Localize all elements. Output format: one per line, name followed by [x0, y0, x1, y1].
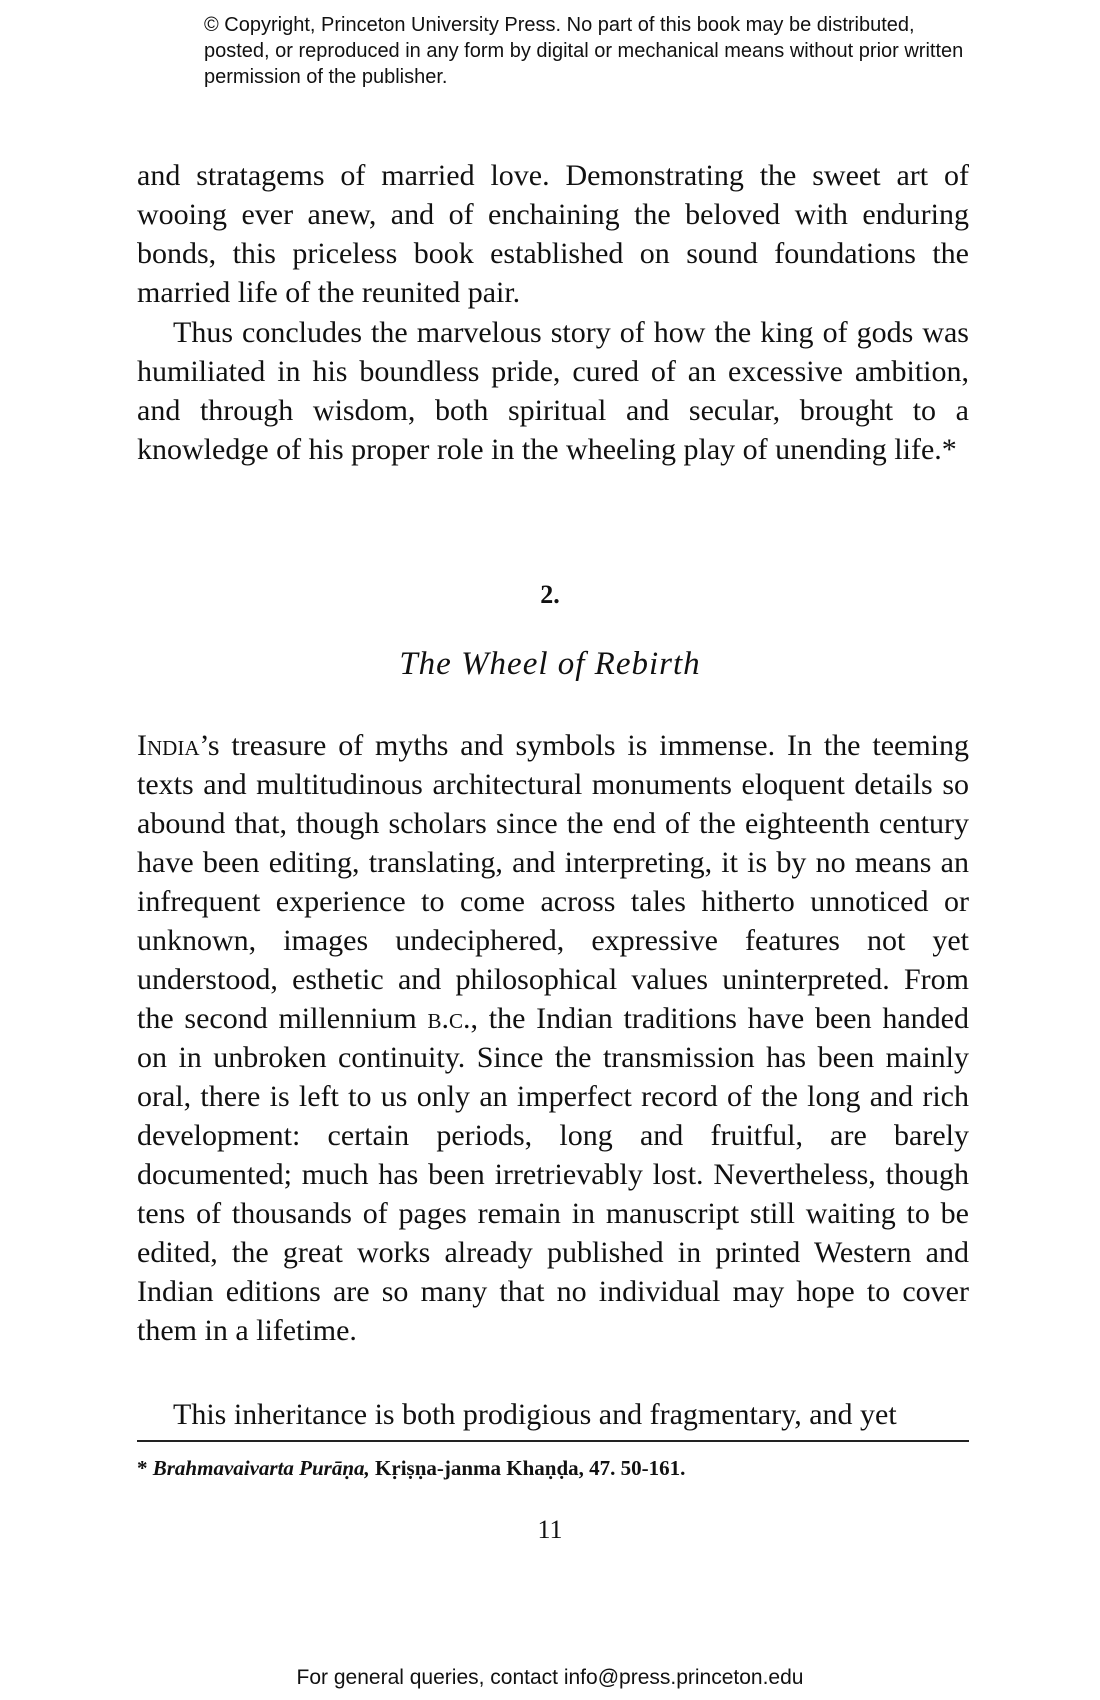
page-number: 11: [537, 1515, 563, 1544]
footnote: [137, 1454, 969, 1482]
paragraph-3-lead: India: [137, 729, 200, 762]
paragraph-3: [137, 726, 969, 1350]
paragraph-4: This inheritance is both prodigious and fragmentary, and yet: [173, 1398, 897, 1431]
footnote-title: Brahmavaivarta Purāṇa,: [152, 1456, 370, 1480]
copyright-notice: © Copyright, Princeton University Press. No part of this book may be distributed, posted, or reproduced in any form by digital or mechanical means without prior written permission of the publisher.: [204, 14, 964, 88]
footnote-marker-bottom: *: [137, 1456, 148, 1480]
paragraph-2: [137, 313, 969, 469]
paragraph-3-text-b: , the Indian traditions have been handed on in unbroken continuity. Since the transmission has been mainly oral, there is left to us only an imperfect record of the long and rich development: certain periods, long and fruitful, are barely documented; much has been irretrievably lost. Nevertheless, though tens of thousands of pages remain in manuscript still waiting to be edited, the great works already published in printed Western and Indian editions are so many that no individual may hope to cover them in a lifetime.: [137, 1002, 969, 1347]
footer-contact: For general queries, contact info@press.princeton.edu: [296, 1666, 804, 1689]
footnote-reference: Kṛiṣṇa-janma Khaṇḍa, 47. 50-161.: [369, 1456, 686, 1480]
section-number: 2.: [540, 580, 560, 609]
bc-abbreviation: b.c.: [427, 1002, 471, 1035]
section-title: The Wheel of Rebirth: [399, 646, 701, 682]
paragraph-3-text-a: ’s treasure of myths and symbols is immense. In the teeming texts and multitudinous architectural monuments eloquent details so abound that, though scholars since the end of the eighteenth century have been editing, translating, and interpreting, it is by no means an infrequent experience to come across tales hitherto unnoticed or unknown, images undeciphered, expressive features not yet understood, esthetic and philosophical values uninterpreted. From the second millennium: [137, 729, 969, 1035]
footnote-marker: *: [941, 433, 957, 466]
paragraph-1: and stratagems of married love. Demonstrating the sweet art of wooing ever anew, and of enchaining the beloved with enduring bonds, this priceless book established on sound foundations the married life of the reunited pair.: [137, 159, 969, 309]
footnote-divider: [137, 1440, 969, 1442]
paragraph-2-text: Thus concludes the marvelous story of how the king of gods was humiliated in his boundless pride, cured of an excessive ambition, and through wisdom, both spiritual and secular, brought to a knowledge of his proper role in the wheeling play of unending life.: [137, 316, 969, 466]
